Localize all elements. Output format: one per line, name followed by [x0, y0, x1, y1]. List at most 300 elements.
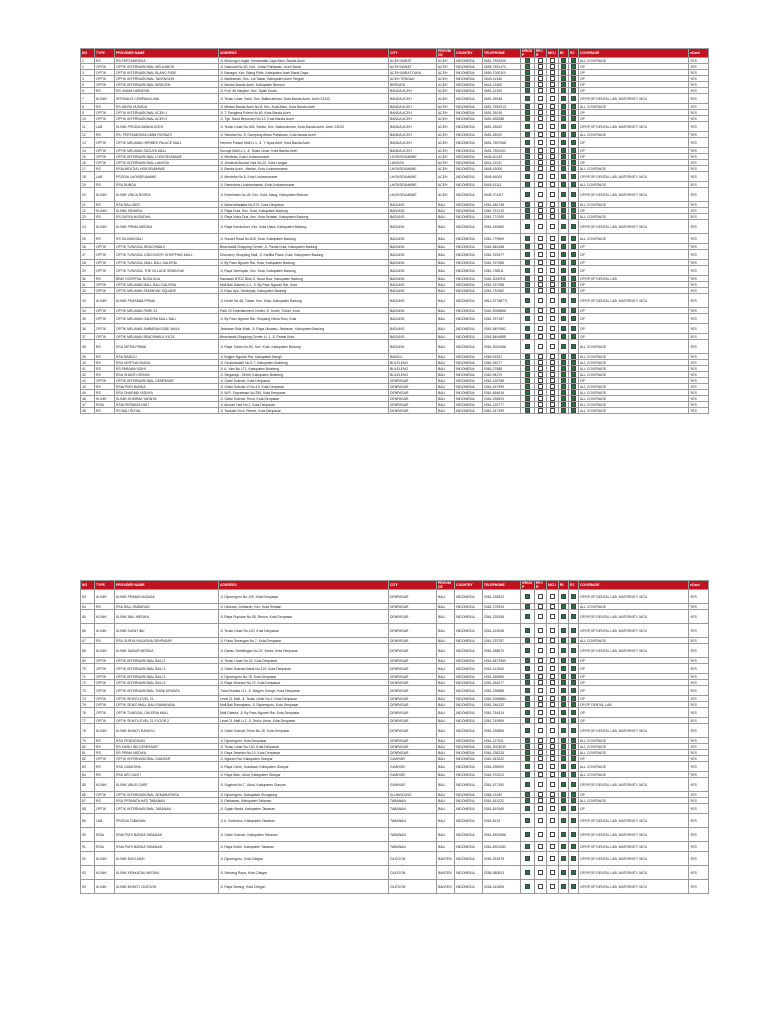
checkbox-icon: [571, 110, 576, 115]
cell-address: Jl. Raya Tuban No.8X, Kec. Kuta, Kabupaten Badung: [219, 340, 389, 354]
cell-cov: OP: [579, 148, 689, 154]
checkbox-icon: [571, 288, 576, 293]
cell-cov: OP,RP,OP DENTAL LAB, MATERNITY, MCU: [579, 866, 689, 880]
cell-tel: 0361-437999: [483, 384, 521, 390]
column-header: NO: [81, 581, 95, 590]
cell-no: 80: [81, 744, 95, 750]
cell-city: DENPASAR: [389, 744, 437, 750]
cell-cov: ALL COVERAGE: [579, 384, 689, 390]
cell-ecard: YES: [689, 396, 709, 402]
checkbox-icon: [561, 628, 566, 633]
checkbox-icon: [525, 82, 530, 87]
checkbox-icon: [550, 792, 555, 797]
table-row: [81, 294, 709, 308]
cell-prov: BALI: [437, 718, 455, 724]
cell-prov: ACEH: [437, 166, 455, 172]
cell-city: GIANYAR: [389, 756, 437, 762]
checkbox-icon: [561, 288, 566, 293]
cell-country: INDONESIA: [455, 202, 483, 208]
cell-name: RS INDRA HUSADA: [115, 104, 219, 110]
benefit-checkbox-cell: [521, 828, 535, 842]
benefit-checkbox-cell: [547, 408, 559, 414]
cell-cov: OP,RP,OP DENTAL LAB, MATERNITY, MCU: [579, 590, 689, 604]
cell-cov: OP: [579, 686, 689, 696]
checkbox-icon: [561, 718, 566, 723]
cell-cov: OP,RP,OP DENTAL LAB, MATERNITY, MCU: [579, 122, 689, 132]
checkbox-icon: [571, 334, 576, 339]
cell-type: KLINIK: [95, 610, 115, 624]
cell-name: OPTIK MELAWAI SEMINYAK SQUARE: [115, 288, 219, 294]
cell-city: BADUNG: [389, 276, 437, 282]
cell-no: 85: [81, 778, 95, 792]
cell-name: OPTIK INTERNASIONAL BALI 2: [115, 658, 219, 664]
benefit-checkbox-cell: [569, 266, 579, 276]
cell-no: 69: [81, 658, 95, 664]
cell-address: Jl. Raya Kuta, Kec. Kuta, Kabupaten Badung: [219, 208, 389, 214]
cell-country: INDONESIA: [455, 408, 483, 414]
cell-no: 91: [81, 842, 95, 852]
cell-name: KLINIK VINCA ROSEA: [115, 188, 219, 202]
cell-city: BANDA ACEH: [389, 138, 437, 148]
cell-ecard: YES: [689, 148, 709, 154]
cell-tel: 0361-769477: [483, 250, 521, 260]
checkbox-icon: [561, 202, 566, 207]
table-row: [81, 220, 709, 234]
cell-no: 3: [81, 70, 95, 76]
checkbox-icon: [561, 166, 566, 171]
benefit-checkbox-cell: [559, 250, 569, 260]
cell-prov: BALI: [437, 664, 455, 674]
checkbox-icon: [538, 658, 543, 663]
cell-no: 34: [81, 308, 95, 314]
cell-city: BULELENG: [389, 360, 437, 366]
checkbox-icon: [538, 316, 543, 321]
provider-table-page-2: [80, 580, 708, 894]
cell-prov: BALI: [437, 408, 455, 414]
cell-cov: ALL COVERAGE: [579, 182, 689, 188]
cell-tel: 0361-439480: [483, 220, 521, 234]
cell-type: RS: [95, 604, 115, 610]
cell-type: RS: [95, 744, 115, 750]
checkbox-icon: [561, 638, 566, 643]
checkbox-icon: [571, 140, 576, 145]
benefit-checkbox-cell: [547, 234, 559, 244]
table-row: [81, 122, 709, 132]
cell-country: INDONESIA: [455, 402, 483, 408]
cell-prov: BALI: [437, 686, 455, 696]
cell-city: DENPASAR: [389, 408, 437, 414]
benefit-checkbox-cell: [521, 172, 535, 182]
cell-no: 67: [81, 638, 95, 644]
checkbox-icon: [525, 288, 530, 293]
checkbox-icon: [571, 354, 576, 359]
cell-ecard: YES: [689, 686, 709, 696]
checkbox-icon: [550, 756, 555, 761]
cell-ecard: YES: [689, 220, 709, 234]
cell-tel: 0366-91521: [483, 354, 521, 360]
cell-type: OPTIK: [95, 792, 115, 798]
checkbox-icon: [550, 354, 555, 359]
cell-cov: ALL COVERAGE: [579, 744, 689, 750]
cell-city: BIREUEN: [389, 82, 437, 88]
checkbox-icon: [571, 710, 576, 715]
cell-ecard: YES: [689, 122, 709, 132]
cell-name: OPTIK INTERNASIONAL GIANYAR: [115, 756, 219, 762]
cell-tel: 0651-7552201: [483, 148, 521, 154]
benefit-checkbox-cell: [559, 852, 569, 866]
cell-prov: BALI: [437, 390, 455, 396]
benefit-checkbox-cell: [535, 122, 547, 132]
cell-no: 48: [81, 408, 95, 414]
cell-type: KLINIK: [95, 208, 115, 214]
checkbox-icon: [525, 96, 530, 101]
cell-address: Jl. Medan Banda Aceh, Kabupaten Bireuen: [219, 82, 389, 88]
checkbox-icon: [550, 214, 555, 219]
cell-tel: 0651-7553006: [483, 58, 521, 64]
cell-address: Jl. Teuku Umar No.304, Seutui, Kec. Baiturrahman, Kota Banda Aceh, Aceh 23243: [219, 122, 389, 132]
checkbox-icon: [571, 58, 576, 63]
cell-name: KLINIK BHAKTI CILEGON: [115, 880, 219, 894]
table-row: [81, 842, 709, 852]
cell-no: 8: [81, 104, 95, 110]
checkbox-icon: [538, 276, 543, 281]
benefit-checkbox-cell: [535, 610, 547, 624]
checkbox-icon: [538, 680, 543, 685]
checkbox-icon: [571, 298, 576, 303]
cell-type: KLINIK: [95, 852, 115, 866]
checkbox-icon: [571, 76, 576, 81]
checkbox-icon: [561, 728, 566, 733]
benefit-checkbox-cell: [521, 778, 535, 792]
cell-country: INDONESIA: [455, 372, 483, 378]
checkbox-icon: [550, 174, 555, 179]
checkbox-icon: [561, 782, 566, 787]
checkbox-icon: [525, 884, 530, 889]
checkbox-icon: [561, 308, 566, 313]
cell-city: BANDA ACEH: [389, 132, 437, 138]
cell-address: Jl. Tgk. Daud Beureueh No.12, Kota Banda Aceh: [219, 116, 389, 122]
cell-country: INDONESIA: [455, 798, 483, 804]
cell-tel: 0254-312606: [483, 880, 521, 894]
checkbox-icon: [550, 260, 555, 265]
cell-cov: OP: [579, 138, 689, 148]
cell-tel: 0361-464616: [483, 390, 521, 396]
benefit-checkbox-cell: [521, 138, 535, 148]
cell-country: INDONESIA: [455, 738, 483, 744]
cell-prov: ACEH: [437, 122, 455, 132]
benefit-checkbox-cell: [569, 664, 579, 674]
cell-no: 2: [81, 64, 95, 70]
benefit-checkbox-cell: [535, 250, 547, 260]
cell-prov: BALI: [437, 762, 455, 772]
cell-address: Jimbaran Side Walk, Jl. Raya Uluwatu, Jimbaran, Kabupaten Badung: [219, 324, 389, 334]
cell-prov: BALI: [437, 220, 455, 234]
cell-type: RS: [95, 750, 115, 756]
checkbox-icon: [525, 666, 530, 671]
checkbox-icon: [571, 308, 576, 313]
cell-ecard: YES: [689, 160, 709, 166]
cell-tel: 0361-265556: [483, 674, 521, 680]
cell-address: Jl. Singaraja - Seririt, Kabupaten Buleleng: [219, 372, 389, 378]
cell-name: RS. PERTAMEDIKA UMMI ROSNATI: [115, 132, 219, 138]
checkbox-icon: [525, 110, 530, 115]
checkbox-icon: [561, 372, 566, 377]
checkbox-icon: [571, 870, 576, 875]
cell-name: OPTIK MELAWAI SUZUYA MALL: [115, 148, 219, 154]
cell-cov: OP: [579, 266, 689, 276]
table-row: [81, 686, 709, 696]
cell-name: KLINIK BHAKTI RAHAYU: [115, 724, 219, 738]
cell-country: INDONESIA: [455, 354, 483, 360]
checkbox-icon: [550, 148, 555, 153]
cell-name: OPTIK MELAWAI HERMES PALACE MALL: [115, 138, 219, 148]
checkbox-icon: [525, 174, 530, 179]
cell-type: RS: [95, 214, 115, 220]
cell-address: Jl. Diponegoro, Kabupaten Klungkung: [219, 792, 389, 798]
cell-type: OPTIK: [95, 718, 115, 724]
checkbox-icon: [538, 750, 543, 755]
cell-country: INDONESIA: [455, 702, 483, 708]
cell-country: INDONESIA: [455, 234, 483, 244]
cell-country: INDONESIA: [455, 378, 483, 384]
checkbox-icon: [525, 360, 530, 365]
cell-tel: 0362-94270: [483, 372, 521, 378]
cell-prov: BALI: [437, 314, 455, 324]
checkbox-icon: [538, 124, 543, 129]
checkbox-icon: [571, 884, 576, 889]
cell-address: Beachwalk Shopping Center, Jl. Pantai Kuta, Kabupaten Badung: [219, 244, 389, 250]
checkbox-icon: [571, 806, 576, 811]
checkbox-icon: [561, 208, 566, 213]
checkbox-icon: [538, 764, 543, 769]
checkbox-icon: [550, 806, 555, 811]
cell-address: Jl. Prof. Ali Hasyimi, Kec. Syiah Kuala: [219, 88, 389, 94]
benefit-checkbox-cell: [569, 814, 579, 828]
checkbox-icon: [550, 124, 555, 129]
checkbox-icon: [525, 58, 530, 63]
cell-country: INDONESIA: [455, 724, 483, 738]
cell-no: 39: [81, 354, 95, 360]
cell-cov: OP: [579, 208, 689, 214]
cell-no: 42: [81, 372, 95, 378]
checkbox-icon: [525, 408, 530, 413]
cell-address: Jl. T. Panglima Polem No.60, Kota Banda Aceh: [219, 110, 389, 116]
checkbox-icon: [550, 702, 555, 707]
checkbox-icon: [525, 132, 530, 137]
cell-address: Jl. Sekolah No. 5, Gampong Ateuk Pahlawan, Kota Banda Aceh: [219, 132, 389, 138]
provider-table: [80, 48, 709, 414]
checkbox-icon: [525, 154, 530, 159]
checkbox-icon: [538, 166, 543, 171]
cell-name: KLINIK SANUR MEDIKA: [115, 644, 219, 658]
cell-ecard: YES: [689, 384, 709, 390]
checkbox-icon: [561, 160, 566, 165]
checkbox-icon: [550, 696, 555, 701]
cell-tel: 0361-8133: [483, 814, 521, 828]
checkbox-icon: [571, 104, 576, 109]
cell-type: LAB: [95, 172, 115, 182]
cell-type: RSIA: [95, 828, 115, 842]
cell-no: 22: [81, 208, 95, 214]
cell-tel: 0361-236225: [483, 750, 521, 756]
cell-cov: OP,RP,OP DENTAL LAB, MATERNITY, MCU: [579, 188, 689, 202]
cell-country: INDONESIA: [455, 340, 483, 354]
checkbox-icon: [550, 132, 555, 137]
cell-ecard: YES: [689, 250, 709, 260]
cell-cov: ALL COVERAGE: [579, 402, 689, 408]
cell-address: Jl. Raya Kerobokan, Kec. Kuta Utara, Kabupaten Badung: [219, 220, 389, 234]
cell-country: INDONESIA: [455, 390, 483, 396]
column-header: TELEPHONE: [483, 49, 521, 58]
cell-tel: 0361-767088: [483, 282, 521, 288]
cell-name: RS SURYA HUSADHA: [115, 214, 219, 220]
cell-country: INDONESIA: [455, 104, 483, 110]
cell-city: DENPASAR: [389, 674, 437, 680]
cell-name: OPTIK TUNGGAL THE VILLAGE SEMINYAK: [115, 266, 219, 276]
benefit-checkbox-cell: [569, 842, 579, 852]
cell-address: Park 23 Entertainment Center, Jl. Kediri, Tuban, Kuta: [219, 308, 389, 314]
cell-ecard: YES: [689, 756, 709, 762]
checkbox-icon: [571, 628, 576, 633]
checkbox-icon: [561, 116, 566, 121]
cell-city: BADUNG: [389, 244, 437, 250]
checkbox-icon: [561, 798, 566, 803]
column-header: eCard: [689, 581, 709, 590]
cell-name: RSIA PURI BUNDA: [115, 384, 219, 390]
table-row: [81, 340, 709, 354]
cell-type: RS: [95, 166, 115, 172]
cell-prov: ACEH: [437, 160, 455, 166]
cell-address: Jl. Nasional No.60, Kec. Johan Pahlawan, Aceh Barat: [219, 64, 389, 70]
checkbox-icon: [571, 744, 576, 749]
cell-ecard: YES: [689, 94, 709, 104]
cell-type: KLINIK: [95, 866, 115, 880]
cell-type: KLINIK: [95, 590, 115, 604]
cell-cov: OP,RP,OP DENTAL LAB, MATERNITY, MCU: [579, 842, 689, 852]
cell-no: 13: [81, 138, 95, 148]
checkbox-icon: [561, 806, 566, 811]
cell-tel: 0361-8437960: [483, 658, 521, 664]
cell-country: INDONESIA: [455, 880, 483, 894]
benefit-checkbox-cell: [521, 610, 535, 624]
cell-cov: ALL COVERAGE: [579, 396, 689, 402]
benefit-checkbox-cell: [559, 294, 569, 308]
cell-city: BADUNG: [389, 324, 437, 334]
cell-tel: 0361-8301180: [483, 842, 521, 852]
cell-ecard: YES: [689, 798, 709, 804]
cell-name: RS SILOAM BALI: [115, 234, 219, 244]
cell-address: Beachwalk Shopping Center Lt. 1, Jl. Pantai Kuta: [219, 334, 389, 340]
column-header: GROUP: [521, 581, 535, 590]
cell-city: BANDA ACEH: [389, 122, 437, 132]
checkbox-icon: [561, 844, 566, 849]
cell-country: INDONESIA: [455, 842, 483, 852]
cell-cov: OP,RP,OP DENTAL LAB, MATERNITY, MCU: [579, 828, 689, 842]
cell-country: INDONESIA: [455, 288, 483, 294]
cell-prov: BALI: [437, 288, 455, 294]
cell-country: INDONESIA: [455, 658, 483, 664]
cell-no: 10: [81, 116, 95, 122]
checkbox-icon: [538, 70, 543, 75]
cell-address: Jl. Raya Kediri, Kabupaten Tabanan: [219, 842, 389, 852]
cell-ecard: YES: [689, 182, 709, 188]
cell-city: ACEH BARAT: [389, 58, 437, 64]
checkbox-icon: [538, 832, 543, 837]
checkbox-icon: [550, 366, 555, 371]
cell-prov: BALI: [437, 804, 455, 814]
benefit-checkbox-cell: [535, 828, 547, 842]
cell-address: Jl. Jenderal Ahmad Yani No.22, Kota Langsa: [219, 160, 389, 166]
cell-type: KLINIK: [95, 624, 115, 638]
checkbox-icon: [561, 174, 566, 179]
checkbox-icon: [525, 182, 530, 187]
benefit-checkbox-cell: [569, 828, 579, 842]
cell-prov: ACEH: [437, 110, 455, 116]
checkbox-icon: [550, 738, 555, 743]
benefit-checkbox-cell: [547, 686, 559, 696]
cell-cov: OP: [579, 154, 689, 160]
cell-prov: ACEH: [437, 132, 455, 138]
cell-prov: ACEH: [437, 182, 455, 188]
cell-country: INDONESIA: [455, 778, 483, 792]
checkbox-icon: [525, 192, 530, 197]
checkbox-icon: [538, 884, 543, 889]
cell-name: KLINIK KASIH IBU: [115, 624, 219, 638]
cell-type: OPTIK: [95, 70, 115, 76]
checkbox-icon: [561, 648, 566, 653]
cell-no: 83: [81, 762, 95, 772]
checkbox-icon: [538, 236, 543, 241]
checkbox-icon: [538, 360, 543, 365]
cell-address: Mall Galeria, Jl. By Pass Ngurah Rai, Kota Denpasar: [219, 708, 389, 718]
checkbox-icon: [571, 192, 576, 197]
checkbox-icon: [561, 260, 566, 265]
cell-type: OPTIK: [95, 702, 115, 708]
cell-country: INDONESIA: [455, 324, 483, 334]
benefit-checkbox-cell: [521, 644, 535, 658]
cell-ecard: YES: [689, 188, 709, 202]
cell-city: TABANAN: [389, 842, 437, 852]
benefit-checkbox-cell: [569, 94, 579, 104]
checkbox-icon: [561, 76, 566, 81]
benefit-checkbox-cell: [535, 294, 547, 308]
cell-address: Jl. Kesehatan No.45, Kec. Kota Juang, Kabupaten Bireuen: [219, 188, 389, 202]
cell-address: Jl. Mahkamah, Kec. Lut Tawar, Kabupaten Aceh Tengah: [219, 76, 389, 82]
cell-prov: BALI: [437, 214, 455, 220]
cell-name: RSU PERMATA HATI TABANAN: [115, 798, 219, 804]
benefit-checkbox-cell: [535, 708, 547, 718]
cell-prov: BALI: [437, 778, 455, 792]
checkbox-icon: [550, 308, 555, 313]
cell-ecard: YES: [689, 708, 709, 718]
benefit-checkbox-cell: [559, 804, 569, 814]
cell-country: INDONESIA: [455, 166, 483, 172]
checkbox-icon: [525, 792, 530, 797]
checkbox-icon: [538, 674, 543, 679]
cell-type: OPTIK: [95, 658, 115, 664]
cell-tel: 0645-46000: [483, 172, 521, 182]
cell-name: RSU BALI MED: [115, 202, 219, 208]
checkbox-icon: [561, 58, 566, 63]
checkbox-icon: [550, 856, 555, 861]
cell-type: RS: [95, 354, 115, 360]
cell-type: OPTIK: [95, 708, 115, 718]
cell-ecard: YES: [689, 828, 709, 842]
cell-address: Jl. Mohongo Lingke, Kecamatan Jaya Baru, Banda Aceh: [219, 58, 389, 64]
checkbox-icon: [538, 344, 543, 349]
cell-no: 36: [81, 324, 95, 334]
checkbox-icon: [550, 88, 555, 93]
